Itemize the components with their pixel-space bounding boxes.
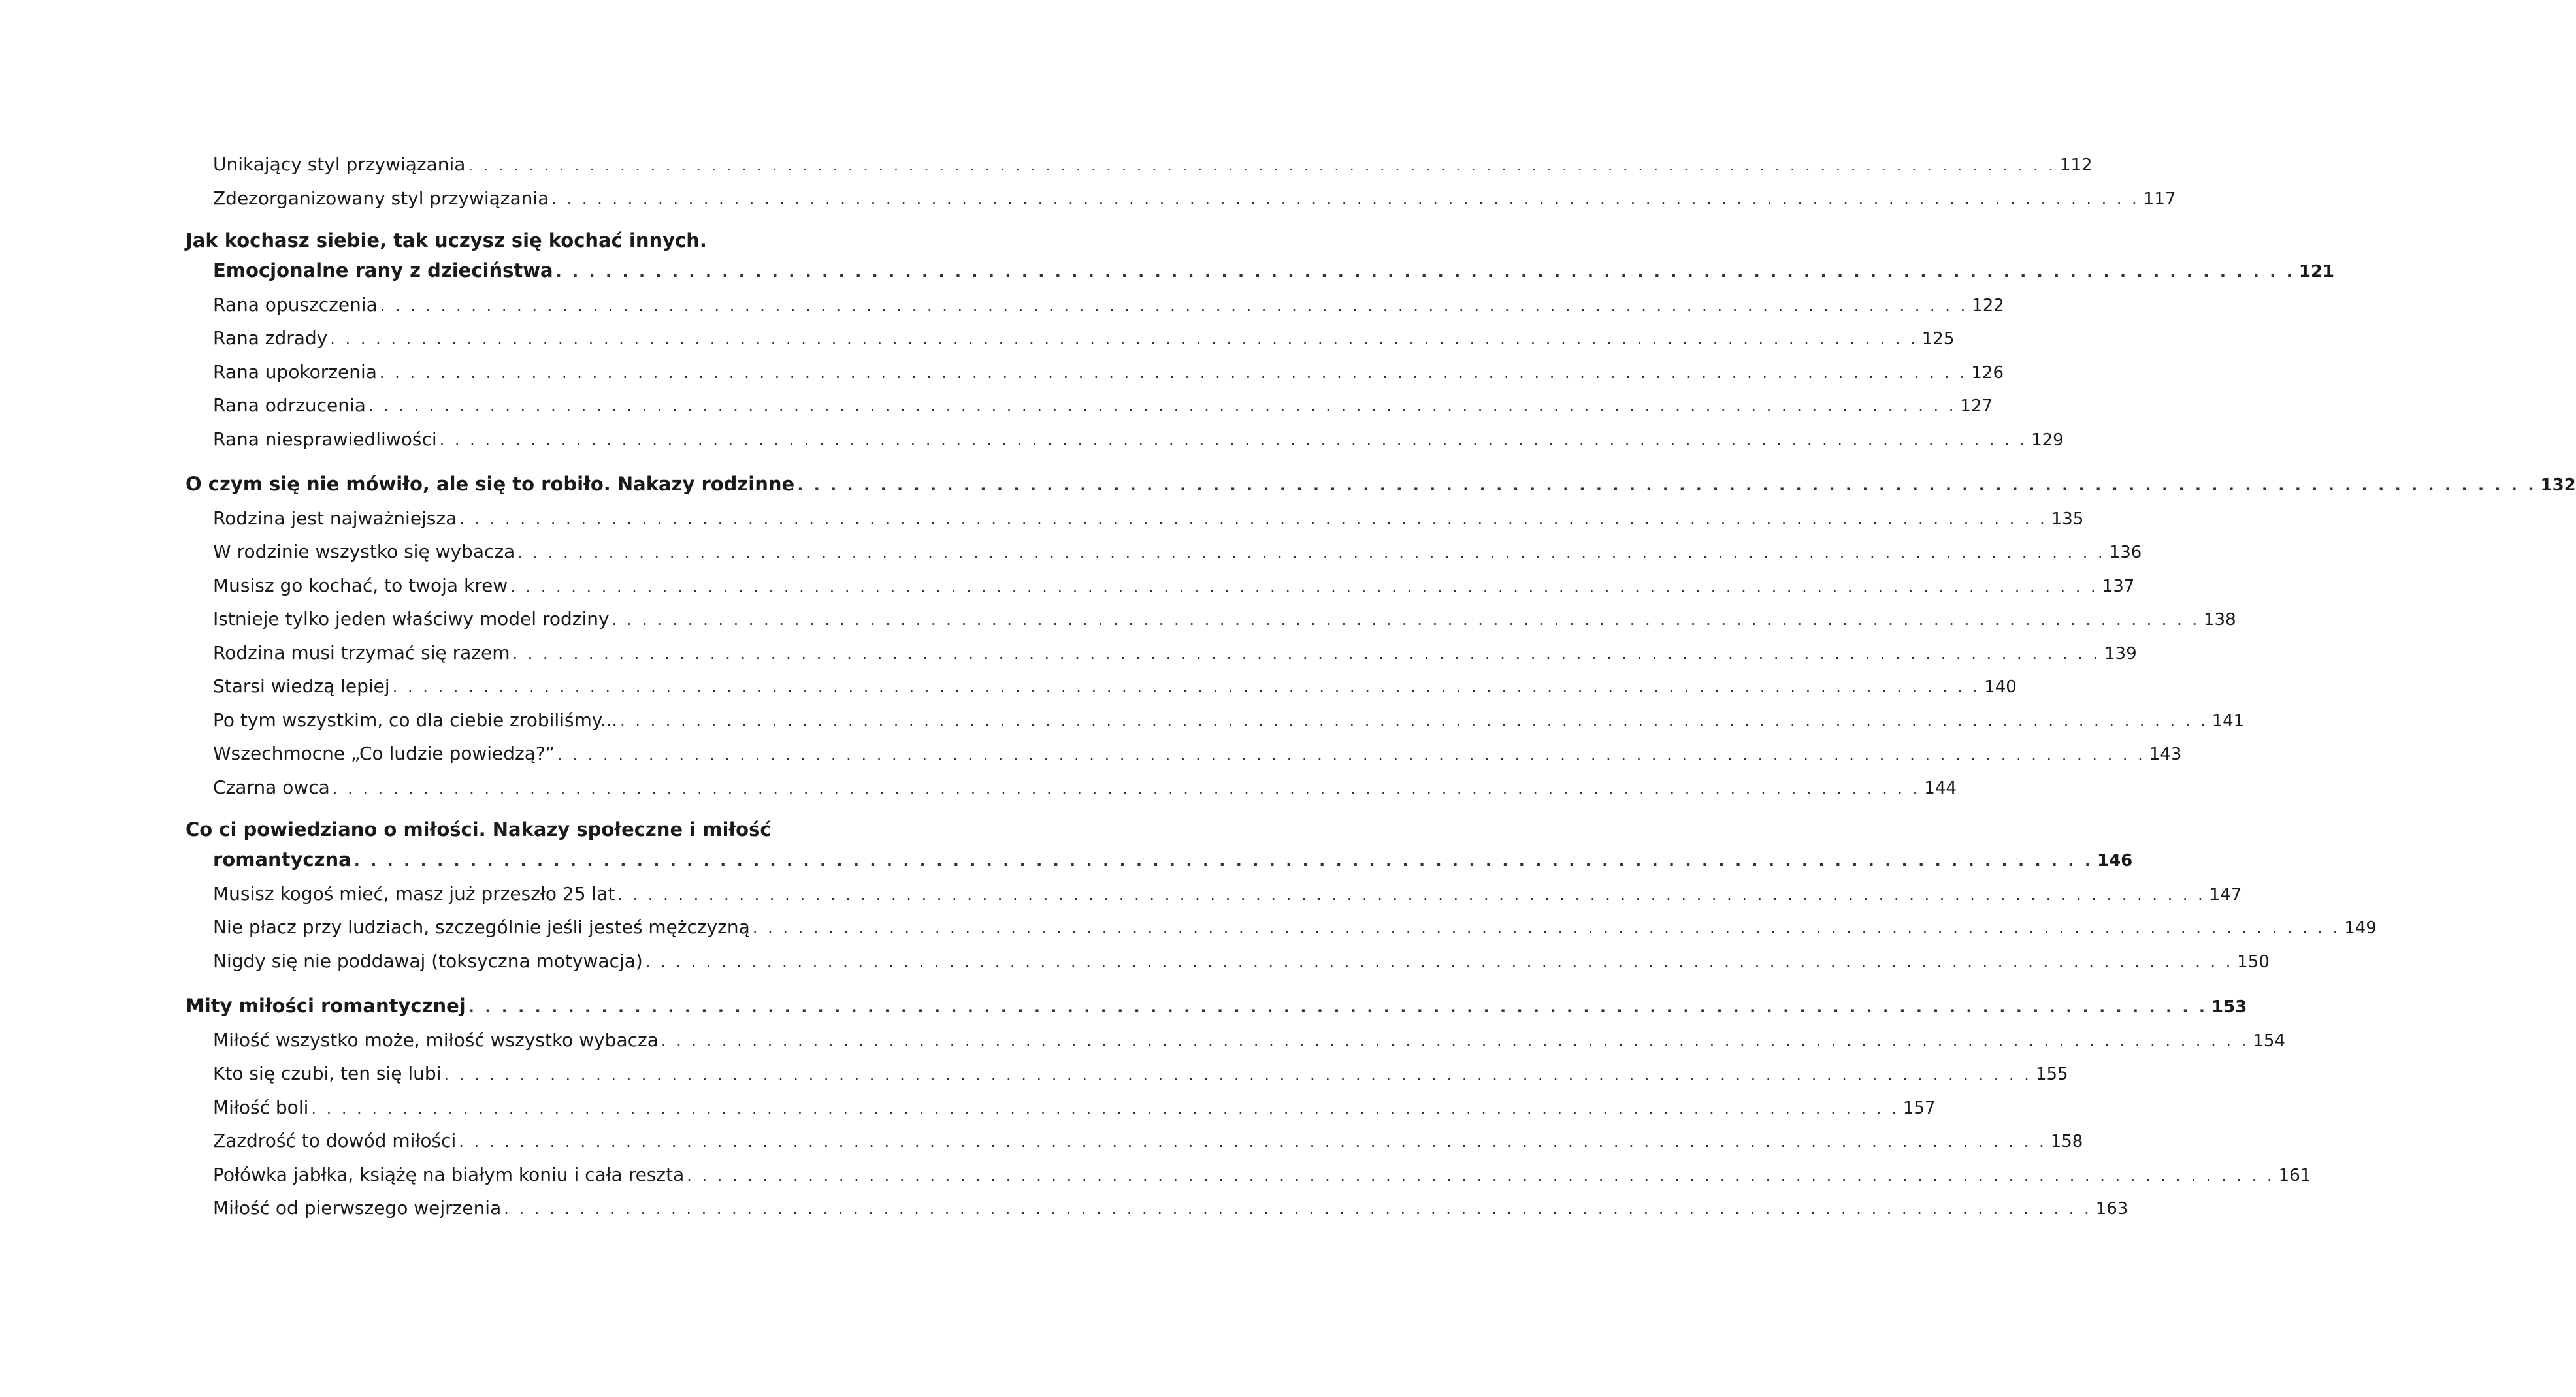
toc-entry[interactable] xyxy=(186,602,2236,636)
toc-entry-title: Nigdy się nie poddawaj (toksyczna motywacja) xyxy=(213,950,643,972)
toc-section xyxy=(186,227,2335,456)
toc-section xyxy=(186,468,2576,804)
dot-leader: . . . . . . . . . . . . . . . . . . . . . . . . . . . . . . . . . . . . . . . . . . . . . . . . . . . . . . . . . . . . . . . . . . . . . . . . . . . . . . . . . . . . . . . . . . . . . . . . . . . . . . . . . xyxy=(617,885,2206,904)
toc-entry[interactable] xyxy=(186,703,2245,737)
toc-page-number: 149 xyxy=(2344,918,2377,938)
toc-page-number: 157 xyxy=(1902,1098,1936,1118)
toc-entry-title: Zdezorganizowany styl przywiązania xyxy=(213,187,549,209)
toc-page-number: 141 xyxy=(2211,711,2245,731)
toc-entry-title: Rodzina jest najważniejsza xyxy=(213,507,457,529)
toc-page-number: 153 xyxy=(2211,997,2247,1017)
toc-entry[interactable] xyxy=(186,771,1957,805)
toc-entry[interactable] xyxy=(186,944,2270,978)
dot-leader: . . . . . . . . . . . . . . . . . . . . . . . . . . . . . . . . . . . . . . . . . . . . . . . . . . . . . . . . . . . . . . . . . . . . . . . . . . . . . . . . . . . . . . . . . . . . . . . . . . . . . . . . . xyxy=(645,952,2234,971)
toc-entry[interactable] xyxy=(186,321,1955,355)
section-heading[interactable] xyxy=(186,254,2335,288)
toc-entry[interactable] xyxy=(186,669,2017,703)
toc-page-number: 150 xyxy=(2237,952,2270,972)
toc-page-number: 126 xyxy=(1971,362,2004,383)
toc-entry-title: Unikający styl przywiązania xyxy=(213,153,466,175)
dot-leader: . . . . . . . . . . . . . . . . . . . . . . . . . . . . . . . . . . . . . . . . . . . . . . . . . . . . . . . . . . . . . . . . . . . . . . . . . . . . . . . . . . . . . . . . . . . . . . . . . . . . . . . . . xyxy=(459,1132,2047,1151)
toc-entry-title: W rodzinie wszystko się wybacza xyxy=(213,541,515,562)
section-heading-line: Co ci powiedziano o miłości. Nakazy społeczne i miłość xyxy=(186,818,772,841)
dot-leader: . . . . . . . . . . . . . . . . . . . . . . . . . . . . . . . . . . . . . . . . . . . . . . . . . . . . . . . . . . . . . . . . . . . . . . . . . . . . . . . . . . . . . . . . . . . . . . . . . . . . . . . . . xyxy=(468,156,2056,174)
toc-page-number: 125 xyxy=(1921,329,1955,349)
dot-leader: . . . . . . . . . . . . . . . . . . . . . . . . . . . . . . . . . . . . . . . . . . . . . . . . . . . . . . . . . . . . . . . . . . . . . . . . . . . . . . . . . . . . . . . . . . . . . . . . . . . . . . . . . xyxy=(517,543,2106,562)
dot-leader: . . . . . . . . . . . . . . . . . . . . . . . . . . . . . . . . . . . . . . . . . . . . . . . . . . . . . . . . . . . . . . . . . . . . . . . . . . . . . . . . . . . . . . . . . . . . . . . . . . . . . . . . . xyxy=(752,919,2341,937)
dot-leader: . . . . . . . . . . . . . . . . . . . . . . . . . . . . . . . . . . . . . . . . . . . . . . . . . . . . . . . . . . . . . . . . . . . . . . . . . . . . . . . . . . . . . . . . . . . . . . . . . . . . . . . . . xyxy=(468,998,2208,1016)
toc-subsection-group xyxy=(186,148,2176,215)
toc-entry[interactable] xyxy=(186,910,2377,944)
toc-entry[interactable] xyxy=(186,1124,2083,1158)
toc-page-number: 147 xyxy=(2209,884,2242,905)
dot-leader: . . . . . . . . . . . . . . . . . . . . . . . . . . . . . . . . . . . . . . . . . . . . . . . . . . . . . . . . . . . . . . . . . . . . . . . . . . . . . . . . . . . . . . . . . . . . . . . . . . . . . . . . . xyxy=(311,1099,1899,1117)
section-heading[interactable] xyxy=(186,989,2247,1023)
toc-page-number: 117 xyxy=(2143,189,2176,209)
toc-page-number: 163 xyxy=(2095,1199,2128,1219)
toc-entry-title: Musisz kogoś mieć, masz już przeszło 25 lat xyxy=(213,882,615,905)
toc-entry[interactable] xyxy=(186,877,2242,911)
toc-entry[interactable] xyxy=(186,355,2004,389)
toc-entry-title: Zazdrość to dowód miłości xyxy=(213,1130,457,1151)
dot-leader: . . . . . . . . . . . . . . . . . . . . . . . . . . . . . . . . . . . . . . . . . . . . . . . . . . . . . . . . . . . . . . . . . . . . . . . . . . . . . . . . . . . . . . . . . . . . . . . . . . . . . . . . . xyxy=(504,1200,2092,1218)
section-heading[interactable] xyxy=(186,843,2133,877)
toc-entry-title: Istnieje tylko jeden właściwy model rodziny xyxy=(213,608,610,630)
toc-page-number: 122 xyxy=(1972,295,2004,315)
toc-entry-title: Miłość boli xyxy=(213,1096,309,1118)
toc-entry-title: Emocjonalne rany z dzieciństwa xyxy=(213,259,553,281)
toc-page-number: 129 xyxy=(2031,430,2064,450)
toc-entry[interactable] xyxy=(186,535,2142,569)
toc-entry-title: Musisz go kochać, to twoja krew xyxy=(213,574,508,596)
toc-entry-title: Rana opuszczenia xyxy=(213,293,378,315)
toc-entry-title: Czarna owca xyxy=(213,776,330,798)
toc-page-number: 121 xyxy=(2298,262,2335,281)
toc-entry-title: Kto się czubi, ten się lubi xyxy=(213,1063,442,1084)
dot-leader: . . . . . . . . . . . . . . . . . . . . . . . . . . . . . . . . . . . . . . . . . . . . . . . . . . . . . . . . . . . . . . . . . . . . . . . . . . . . . . . . . . . . . . . . . . . . . . . . . . . . . . . . . xyxy=(353,852,2093,870)
toc-page-number: 143 xyxy=(2149,745,2182,764)
toc-page-number: 155 xyxy=(2035,1065,2068,1084)
toc-entry-title: Rana upokorzenia xyxy=(213,361,377,383)
toc-entry[interactable] xyxy=(186,148,2093,182)
toc-entry-title: Mity miłości romantycznej xyxy=(186,995,466,1017)
dot-leader: . . . . . . . . . . . . . . . . . . . . . . . . . . . . . . . . . . . . . . . . . . . . . . . . . . . . . . . . . . . . . . . . . . . . . . . . . . . . . . . . . . . . . . . . . . . . . . . . . . . . . . . . . xyxy=(551,189,2140,208)
toc-entry-title: Rana odrzucenia xyxy=(213,394,366,416)
toc-entry[interactable] xyxy=(186,1057,2068,1091)
toc-entry-title: Miłość od pierwszego wejrzenia xyxy=(213,1197,502,1219)
toc-entry[interactable] xyxy=(186,737,2182,771)
toc-section xyxy=(186,989,2311,1225)
dot-leader: . . . . . . . . . . . . . . . . . . . . . . . . . . . . . . . . . . . . . . . . . . . . . . . . . . . . . . . . . . . . . . . . . . . . . . . . . . . . . . . . . . . . . . . . . . . . . . . . . . . . . . . . . xyxy=(444,1065,2032,1084)
dot-leader: . . . . . . . . . . . . . . . . . . . . . . . . . . . . . . . . . . . . . . . . . . . . . . . . . . . . . . . . . . . . . . . . . . . . . . . . . . . . . . . . . . . . . . . . . . . . . . . . . . . . . . . . . xyxy=(459,509,2047,528)
section-heading[interactable] xyxy=(186,468,2576,502)
dot-leader: . . . . . . . . . . . . . . . . . . . . . . . . . . . . . . . . . . . . . . . . . . . . . . . . . . . . . . . . . . . . . . . . . . . . . . . . . . . . . . . . . . . . . . . . . . . . . . . . . . . . . . . . . xyxy=(368,397,1957,415)
toc-entry[interactable] xyxy=(186,182,2176,216)
toc-entry-title: Miłość wszystko może, miłość wszystko wybacza xyxy=(213,1029,659,1051)
toc-entry[interactable] xyxy=(186,423,2064,457)
toc-entry[interactable] xyxy=(186,1191,2128,1225)
toc-entry-title: Rana zdrady xyxy=(213,327,328,349)
toc-page-number: 112 xyxy=(2059,155,2093,175)
toc-page-number: 135 xyxy=(2051,509,2084,529)
toc-entry-title: Rana niesprawiedliwości xyxy=(213,428,437,450)
toc-entry-title: Po tym wszystkim, co dla ciebie zrobiliśmy... xyxy=(213,709,618,731)
dot-leader: . . . . . . . . . . . . . . . . . . . . . . . . . . . . . . . . . . . . . . . . . . . . . . . . . . . . . . . . . . . . . . . . . . . . . . . . . . . . . . . . . . . . . . . . . . . . . . . . . . . . . . . . . xyxy=(439,430,2028,449)
toc-page-number: 132 xyxy=(2540,475,2576,495)
dot-leader: . . . . . . . . . . . . . . . . . . . . . . . . . . . . . . . . . . . . . . . . . . . . . . . . . . . . . . . . . . . . . . . . . . . . . . . . . . . . . . . . . . . . . . . . . . . . . . . . . . . . . . . . . xyxy=(379,363,1968,382)
dot-leader: . . . . . . . . . . . . . . . . . . . . . . . . . . . . . . . . . . . . . . . . . . . . . . . . . . . . . . . . . . . . . . . . . . . . . . . . . . . . . . . . . . . . . . . . . . . . . . . . . . . . . . . . . xyxy=(380,296,1968,315)
toc-section xyxy=(186,816,2377,978)
toc-entry-title: Starsi wiedzą lepiej xyxy=(213,675,390,697)
dot-leader: . . . . . . . . . . . . . . . . . . . . . . . . . . . . . . . . . . . . . . . . . . . . . . . . . . . . . . . . . . . . . . . . . . . . . . . . . . . . . . . . . . . . . . . . . . . . . . . . . . . . . . . . . xyxy=(797,476,2537,494)
toc-page-number: 154 xyxy=(2253,1031,2285,1051)
dot-leader: . . . . . . . . . . . . . . . . . . . . . . . . . . . . . . . . . . . . . . . . . . . . . . . . . . . . . . . . . . . . . . . . . . . . . . . . . . . . . . . . . . . . . . . . . . . . . . . . . . . . . . . . . xyxy=(687,1166,2275,1185)
toc-entry-title: Wszechmocne „Co ludzie powiedzą?” xyxy=(213,743,555,764)
toc-page-number: 137 xyxy=(2102,576,2135,596)
toc-entry[interactable] xyxy=(186,1158,2311,1192)
toc-page-number: 161 xyxy=(2278,1165,2311,1185)
toc-entry[interactable] xyxy=(186,569,2135,603)
toc-entry[interactable] xyxy=(186,502,2084,536)
toc-page-number: 138 xyxy=(2204,610,2236,630)
toc-entry-title: romantyczna xyxy=(213,848,351,871)
dot-leader: . . . . . . . . . . . . . . . . . . . . . . . . . . . . . . . . . . . . . . . . . . . . . . . . . . . . . . . . . . . . . . . . . . . . . . . . . . . . . . . . . . . . . . . . . . . . . . . . . . . . . . . . . xyxy=(392,678,1981,696)
toc-page-number: 136 xyxy=(2109,543,2142,562)
toc-page-number: 140 xyxy=(1984,677,2017,697)
dot-leader: . . . . . . . . . . . . . . . . . . . . . . . . . . . . . . . . . . . . . . . . . . . . . . . . . . . . . . . . . . . . . . . . . . . . . . . . . . . . . . . . . . . . . . . . . . . . . . . . . . . . . . . . . xyxy=(510,577,2098,596)
toc-entry[interactable] xyxy=(186,389,1993,423)
dot-leader: . . . . . . . . . . . . . . . . . . . . . . . . . . . . . . . . . . . . . . . . . . . . . . . . . . . . . . . . . . . . . . . . . . . . . . . . . . . . . . . . . . . . . . . . . . . . . . . . . . . . . . . . . xyxy=(660,1031,2249,1050)
toc-entry[interactable] xyxy=(186,288,2004,322)
toc-entry-title: Nie płacz przy ludziach, szczególnie jeśli jesteś mężczyzną xyxy=(213,916,750,938)
dot-leader: . . . . . . . . . . . . . . . . . . . . . . . . . . . . . . . . . . . . . . . . . . . . . . . . . . . . . . . . . . . . . . . . . . . . . . . . . . . . . . . . . . . . . . . . . . . . . . . . . . . . . . . . . xyxy=(332,779,1921,797)
toc-entry-title: Rodzina musi trzymać się razem xyxy=(213,641,510,664)
dot-leader: . . . . . . . . . . . . . . . . . . . . . . . . . . . . . . . . . . . . . . . . . . . . . . . . . . . . . . . . . . . . . . . . . . . . . . . . . . . . . . . . . . . . . . . . . . . . . . . . . . . . . . . . . xyxy=(555,263,2295,281)
toc-page-number: 144 xyxy=(1924,778,1957,798)
toc-entry[interactable] xyxy=(186,1023,2285,1057)
toc-entry[interactable] xyxy=(186,1091,1936,1125)
dot-leader: . . . . . . . . . . . . . . . . . . . . . . . . . . . . . . . . . . . . . . . . . . . . . . . . . . . . . . . . . . . . . . . . . . . . . . . . . . . . . . . . . . . . . . . . . . . . . . . . . . . . . . . . . xyxy=(557,745,2145,763)
toc-page-number: 139 xyxy=(2104,643,2137,664)
toc-page-number: 146 xyxy=(2097,851,2133,871)
section-heading-line: Jak kochasz siebie, tak uczysz się kochać innych. xyxy=(186,229,707,251)
table-of-contents xyxy=(186,148,2576,1225)
dot-leader: . . . . . . . . . . . . . . . . . . . . . . . . . . . . . . . . . . . . . . . . . . . . . . . . . . . . . . . . . . . . . . . . . . . . . . . . . . . . . . . . . . . . . . . . . . . . . . . . . . . . . . . . . xyxy=(512,644,2100,663)
toc-entry-title: O czym się nie mówiło, ale się to robiło. Nakazy rodzinne xyxy=(186,473,795,495)
toc-entry-title: Połówka jabłka, książę na białym koniu i cała reszta xyxy=(213,1163,685,1185)
dot-leader: . . . . . . . . . . . . . . . . . . . . . . . . . . . . . . . . . . . . . . . . . . . . . . . . . . . . . . . . . . . . . . . . . . . . . . . . . . . . . . . . . . . . . . . . . . . . . . . . . . . . . . . . . xyxy=(620,711,2208,730)
toc-page-number: 127 xyxy=(1960,396,1993,416)
dot-leader: . . . . . . . . . . . . . . . . . . . . . . . . . . . . . . . . . . . . . . . . . . . . . . . . . . . . . . . . . . . . . . . . . . . . . . . . . . . . . . . . . . . . . . . . . . . . . . . . . . . . . . . . . xyxy=(330,330,1918,348)
toc-page-number: 158 xyxy=(2050,1132,2083,1151)
toc-entry[interactable] xyxy=(186,636,2137,670)
dot-leader: . . . . . . . . . . . . . . . . . . . . . . . . . . . . . . . . . . . . . . . . . . . . . . . . . . . . . . . . . . . . . . . . . . . . . . . . . . . . . . . . . . . . . . . . . . . . . . . . . . . . . . . . . xyxy=(611,611,2200,629)
